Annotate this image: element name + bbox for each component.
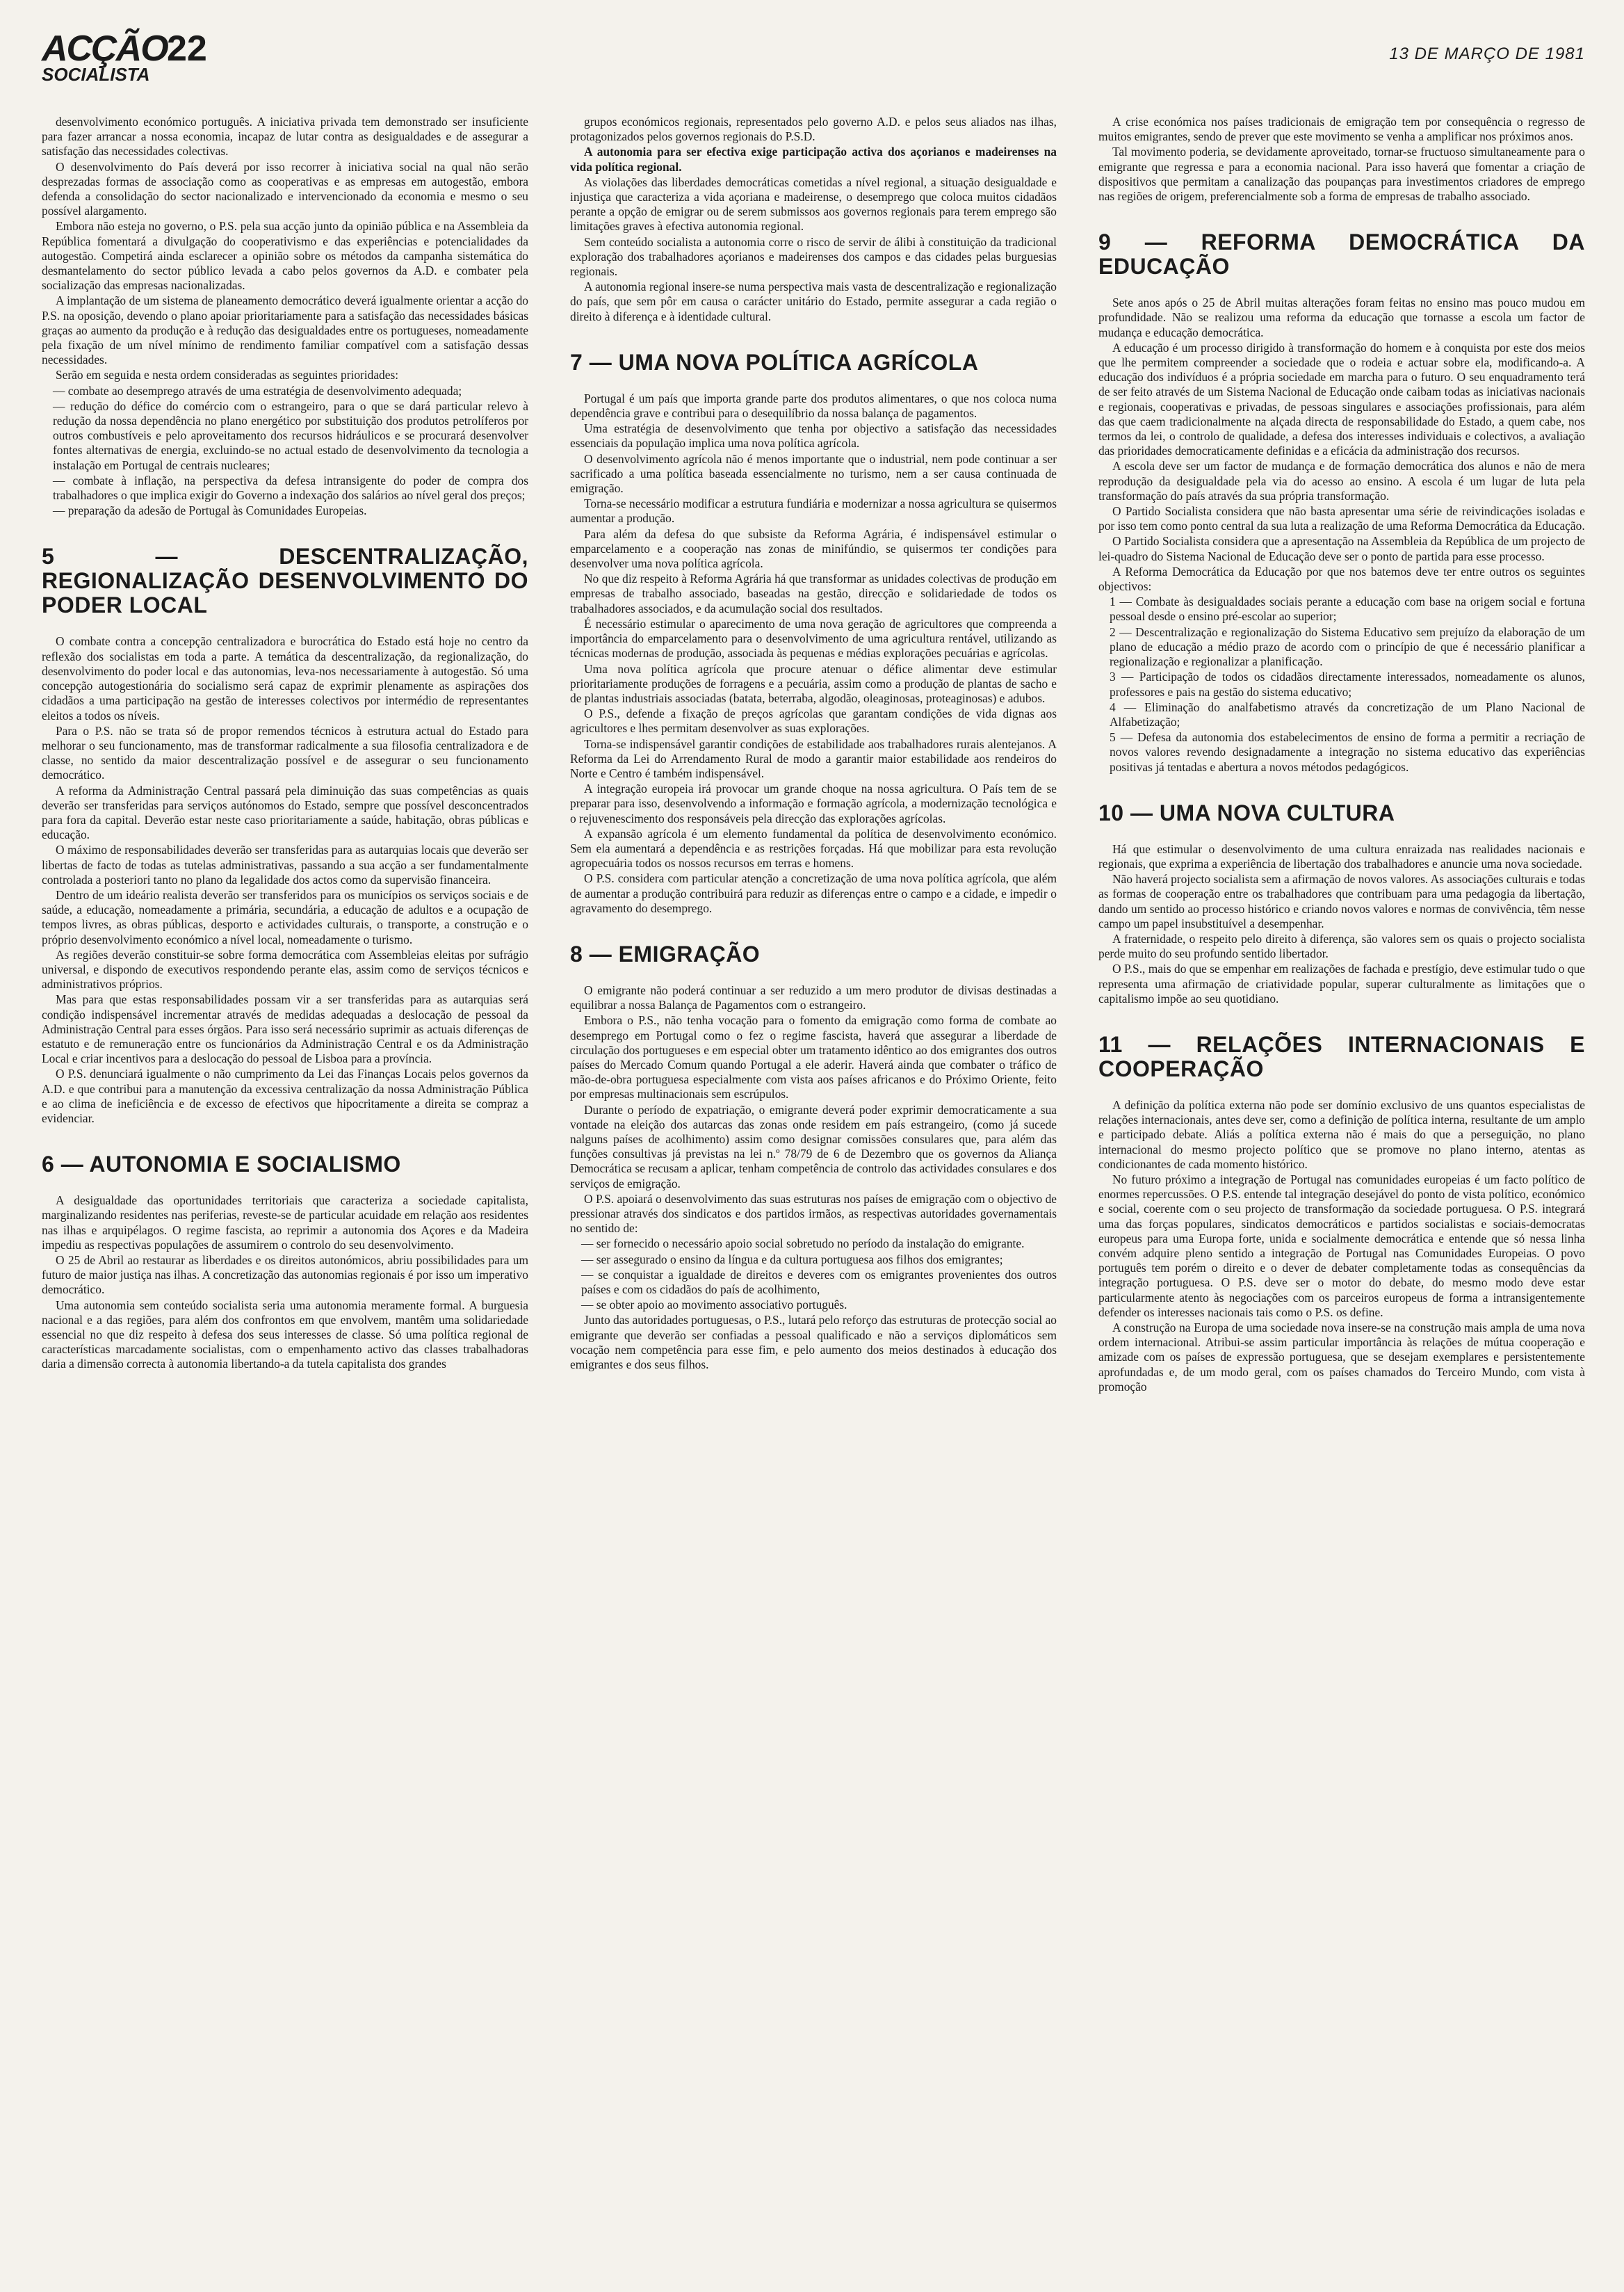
paragraph: O P.S., defende a fixação de preços agrícolas que garantam condições de vida dignas aos agricultores e lhes permitam desenvolver as suas explorações. xyxy=(570,707,1057,736)
paragraph: O P.S. apoiará o desenvolvimento das suas estruturas nos países de emigração com o objectivo de pressionar através dos sindicatos e dos partidos irmãos, as respectivas autoridades governamentais no sentido de: xyxy=(570,1191,1057,1236)
paragraph: As violações das liberdades democráticas cometidas a nível regional, a situação desigualdade e injustiça que caracteriza a vida açoriana e madeirense, o desemprego que coloca muitos cidadãos perante a opção de emigrar ou de serem submissos aos governos regionais para terem emprego são limitações graves à efectiva autonomia regional. xyxy=(570,175,1057,234)
paragraph: Para o P.S. não se trata só de propor remendos técnicos à estrutura actual do Estado para melhorar o seu funcionamento, mas de transformar radicalmente a sua filosofia centralizadora e de classe, no sentido da maior descentralização possível e de assegurar o seu funcionamento democrático. xyxy=(42,723,528,782)
section-heading: 7 — UMA NOVA POLÍTICA AGRÍCOLA xyxy=(570,349,979,375)
paragraph: A fraternidade, o respeito pelo direito à diferença, são valores sem os quais o projecto socialista perde muito do seu profundo sentido libertador. xyxy=(1098,931,1585,961)
list-item: — se conquistar a igualdade de direitos e deveres com os emigrantes provenientes dos outros países e com os cidadãos do país de acolhimento, xyxy=(581,1267,1057,1297)
article-column-3 xyxy=(1098,115,1585,1394)
paragraph: Dentro de um ideário realista deverão ser transferidos para os municípios os serviços sociais e de saúde, a educação, nomeadamente a primária, secundária, a educação de adultos e a ocupação de tempos livres, as obras públicas, desporto e actividades culturais, o transporte, a construção e o próprio desenvolvimento económico a nível local, nomeadamente o turismo. xyxy=(42,887,528,946)
paragraph: O P.S. considera com particular atenção a concretização de uma nova política agrícola, que além de aumentar a produção contribuirá para reduzir as diferenças entre o campo e a cidade, e impedir o agravamento do desemprego. xyxy=(570,871,1057,915)
masthead xyxy=(42,28,1585,104)
list-item: — se obter apoio ao movimento associativo português. xyxy=(581,1298,847,1312)
paragraph: A expansão agrícola é um elemento fundamental da política de desenvolvimento económico. Sem ela aumentará a dependência e as restrições forçadas. Há que mobilizar para esta revolução agropecuária todos os nossos recursos em terras e homens. xyxy=(570,826,1057,871)
paragraph: Há que estimular o desenvolvimento de uma cultura enraizada nas realidades nacionais e regionais, que exprima a experiência de libertação dos trabalhadores e anuncie uma nova sociedade. xyxy=(1098,841,1585,871)
paragraph: Embora o P.S., não tenha vocação para o fomento da emigração como forma de combate ao desemprego em Portugal como o fez o regime fascista, haverá que assegurar a liberdade de circulação dos portugueses e em especial obter um tratamento idêntico ao dos emigrantes dos outros países do Mercado Comum quando Portugal a ele aderir. Haverá ainda que combater o tráfico de mão-de-obra portuguesa especialmente com vista aos países africanos e do Próximo Oriente, feito por empresas multinacionais sem escrúpulos. xyxy=(570,1013,1057,1101)
paragraph: O emigrante não poderá continuar a ser reduzido a um mero produtor de divisas destinadas a equilibrar a nossa Balança de Pagamentos com o estrangeiro. xyxy=(570,983,1057,1012)
list-item: — preparação da adesão de Portugal às Comunidades Europeias. xyxy=(53,503,367,518)
paragraph: O P.S. denunciará igualmente o não cumprimento da Lei das Finanças Locais pelos governos da A.D. e que contribui para a manutenção da excessiva centralização da nossa Administração Pública e ao clima de ineficiência e de excesso de efectivos que hipocritamente a direita se compraz a evidenciar. xyxy=(42,1067,528,1125)
paragraph: Portugal é um país que importa grande parte dos produtos alimentares, o que nos coloca numa dependência grave e contribui para o desequilíbrio da nossa balança de pagamentos. xyxy=(570,391,1057,421)
paragraph: Tal movimento poderia, se devidamente aproveitado, tornar-se fructuoso simultaneamente para o emigrante que regressa e para a economia nacional. Para isso haverá que fomentar a criação de dispositivos que permitam a canalização das poupanças para investimentos criadores de emprego nas regiões de origem, preferencialmente sob a forma de empresas de trabalho associado. xyxy=(1098,145,1585,204)
paragraph: Durante o período de expatriação, o emigrante deverá poder exprimir democraticamente a sua vontade na eleição dos autarcas das zonas onde residem em país estrangeiro, (como já sucede nalguns países de acolhimento) assim como designar comissões consulares que, para além das funções consultivas já previstas na lei n.º 78/79 de 6 de Dezembro que os governos da Aliança Democrática se recusam a aplicar, tenham competência de controlo das actividades consulares e dos serviços de emigração. xyxy=(570,1102,1057,1191)
paragraph: O desenvolvimento do País deverá por isso recorrer à iniciativa social na qual não serão desprezadas formas de associação como as cooperativas e as empresas em autogestão, embora defenda a consolidação do sector nacionalizado e intervencionado da economia e mesmo o seu possível alargamento. xyxy=(42,159,528,218)
paragraph: A educação é um processo dirigido à transformação do homem e à conquista por este dos meios que lhe permitem compreender a sociedade que o rodeia e actuar sobre ela, modificando-a. A educação dos indivíduos é a própria sociedade em marcha para o futuro. O seu enquadramento terá de ser feito através de um Sistema Nacional de Educação onde caibam todas as iniciativas nacionais e regionais, cooperativas e privadas, de pessoas singulares e associações profissionais, para além das que caem tradicionalmente na alçada directa de responsabilidade do Estado, a quem cabe, nos termos da lei, o controlo de qualidade, a defesa dos interesses individuais e colectivos, a avaliação das prioridades democraticamente definidas e a eficácia da administração dos recursos. xyxy=(1098,340,1585,458)
section-heading: 11 — RELAÇÕES INTERNACIONAIS E COOPERAÇÃO xyxy=(1098,1031,1585,1081)
paragraph: Junto das autoridades portuguesas, o P.S., lutará pelo reforço das estruturas de protecção social ao emigrante que deverão ser confiadas a pessoal qualificado e não a serviços diplomáticos sem vocação nem competência para esse fim, e pelo aumento dos meios destinados à educação dos emigrantes e dos seus filhos. xyxy=(570,1313,1057,1372)
logo-sub: SOCIALISTA xyxy=(42,64,150,85)
section-heading: 10 — UMA NOVA CULTURA xyxy=(1098,800,1395,825)
paragraph: É necessário estimular o aparecimento de uma nova geração de agricultores que compreenda a importância do emparcelamento para o desenvolvimento de uma agricultura rentável, utilizando as técnicas modernas de produção, associada às pequenas e médias explorações pecuárias e agrícolas. xyxy=(570,616,1057,661)
list-item: — ser fornecido o necessário apoio social sobretudo no período da instalação do emigrante. xyxy=(581,1236,1025,1251)
paragraph: A autonomia para ser efectiva exige participação activa dos açorianos e madeirenses na vida política regional. xyxy=(570,145,1057,174)
section-heading: 8 — EMIGRAÇÃO xyxy=(570,941,761,967)
article-column-2 xyxy=(570,115,1057,1372)
paragraph: A definição da política externa não pode ser domínio exclusivo de uns quantos especialistas de relações internacionais, antes deve ser, como a definição de política interna, resultante de um amplo e participado debate. Aliás a política externa não é mais do que a perseguição, no plano internacional do mesmo projecto político que se promove no plano interno, atentas as condicionantes de cada momento histórico. xyxy=(1098,1097,1585,1171)
list-item: 3 — Participação de todos os cidadãos directamente interessados, nomeadamente os alunos, professores e pais na gestão do sistema educativo; xyxy=(1110,670,1585,699)
paragraph: Para além da defesa do que subsiste da Reforma Agrária, é indispensável estimular o emparcelamento e a cooperação nas zonas de minifúndio, se quisermos ter condições para desenvolver uma nova política agrícola. xyxy=(570,526,1057,571)
paragraph: Não haverá projecto socialista sem a afirmação de novos valores. As associações culturais e todas as formas de cooperação entre os trabalhadores que contribuam para uma pedagogia da libertação, dando um sentido ao processo histórico e criando novos valores e normas de convivência, têm nesse campo um papel insubstituível a desempenhar. xyxy=(1098,872,1585,930)
paragraph: O Partido Socialista considera que a apresentação na Assembleia da República de um projecto de lei-quadro do Sistema Nacional de Educação deve ser o ponto de partida para esse processo. xyxy=(1098,534,1585,563)
paragraph: Uma nova política agrícola que procure atenuar o défice alimentar deve estimular prioritariamente produções de forragens e a pecuária, assim como a produção de plantas de sacho e de plantas industriais associadas (batata, beterraba, algodão, oleaginosas, proteaginosas) e adubos. xyxy=(570,661,1057,705)
paragraph: A autonomia regional insere-se numa perspectiva mais vasta de descentralização e regionalização do país, que sem pôr em causa o carácter unitário do Estado, permite assegurar a cada região o direito à diferença e à identidade cultural. xyxy=(570,280,1057,323)
paragraph: O 25 de Abril ao restaurar as liberdades e os direitos autonómicos, abriu possibilidades para um futuro de maior justiça nas ilhas. A concretização das autonomias regionais é por isso um imperativo democrático. xyxy=(42,1253,528,1297)
paragraph: A implantação de um sistema de planeamento democrático deverá igualmente orientar a acção do P.S. na oposição, devendo o plano apoiar prioritariamente para a satisfação das necessidades básicas graças ao aumento da produção e à redução das desigualdades entre os portugueses, nomeadamente pela fixação de um nível mínimo de rendimento familiar compatível com a satisfação dessas necessidades. xyxy=(42,293,528,367)
section-heading: 5 — DESCENTRALIZAÇÃO, REGIONALIZAÇÃO DESENVOLVIMENTO DO PODER LOCAL xyxy=(42,544,528,618)
paragraph: A escola deve ser um factor de mudança e de formação democrática dos alunos e não de mera reprodução da desigualdade pela via do acesso ao ensino. A escola é um lugar de luta pela transformação do país através da sua própria transformação. xyxy=(1098,459,1585,503)
paragraph: Torna-se necessário modificar a estrutura fundiária e modernizar a nossa agricultura se quisermos aumentar a produção. xyxy=(570,497,1057,526)
paragraph: Mas para que estas responsabilidades possam vir a ser transferidas para as autarquias será condição indispensável incrementar através de medidas adequadas a deslocação de pessoal da Administração Central para esses órgãos. Para isso será necessário suprimir as actuais diferenças de estatuto e de remuneração entre os funcionários da Administração Central e os da Administração Local e criar incentivos para a deslocação do pessoal de Lisboa para a província. xyxy=(42,992,528,1066)
logo-main: ACÇÃO xyxy=(42,29,168,69)
paragraph: O desenvolvimento agrícola não é menos importante que o industrial, nem pode continuar a ser sacrificado a uma política baseada essencialmente no turismo, nem a ser causa continuada de emigração. xyxy=(570,451,1057,496)
issue-date: 13 DE MARÇO DE 1981 xyxy=(1389,45,1585,63)
list-item: 1 — Combate às desigualdades sociais perante a educação com base na origem social e fortuna pessoal desde o ensino pré-escolar ao superior; xyxy=(1110,595,1585,624)
article-column-1 xyxy=(42,115,528,1372)
paragraph: A construção na Europa de uma sociedade nova insere-se na construção mais ampla de uma nova ordem internacional. Atribui-se assim particular importância às relações de mútua cooperação e amizade com os países de expressão portuguesa, que se desejam exemplares e persistentemente aprofundadas e, de um modo geral, com os países chamados do Terceiro Mundo, com vista à promoção xyxy=(1098,1321,1585,1394)
list-item: — ser assegurado o ensino da língua e da cultura portuguesa aos filhos dos emigrantes; xyxy=(581,1252,1003,1266)
paragraph: A integração europeia irá provocar um grande choque na nossa agricultura. O País tem de se preparar para isso, desenvolvendo a informação e formação agrícola, a modernização tecnológica e o rejuvenescimento dos responsáveis pela direcção das explorações agrícolas. xyxy=(570,782,1057,825)
paragraph: As regiões deverão constituir-se sobre forma democrática com Assembleias eleitas por sufrágio universal, e dispondo de executivos respondendo perante elas, assim como de serviços técnicos e administrativos próprios. xyxy=(42,947,528,992)
paragraph: A desigualdade das oportunidades territoriais que caracteriza a sociedade capitalista, marginalizando residentes nas periferias, reveste-se de particular acuidade em relação aos residentes nas ilhas e arquipélagos. O regime fascista, ao reprimir a autonomia dos Açores e da Madeira impediu as respectivas populações de assumirem o controlo do seu desenvolvimento. xyxy=(42,1193,528,1252)
paragraph: A Reforma Democrática da Educação por que nos batemos deve ter entre outros os seguintes objectivos: xyxy=(1098,564,1585,594)
paragraph: O P.S., mais do que se empenhar em realizações de fachada e prestígio, deve estimular tudo o que representa uma afirmação de criatividade popular, superar culturalmente as limitações que o capitalismo impõe ao seu quotidiano. xyxy=(1098,962,1585,1006)
list-item: — combate ao desemprego através de uma estratégia de desenvolvimento adequada; xyxy=(53,383,462,398)
list-item: — redução do défice do comércio com o estrangeiro, para o que se dará particular relevo à redução da nossa dependência no plano energético por substituição dos produtos petrolíferos por outros combustíveis e pelo aproveitamento dos recursos hidráulicos e se procurará desenvolver fontes alternativas de energia, excluindo-se no actual estado de desenvolvimento da tecnologia a instalação em Portugal de centrais nucleares; xyxy=(53,398,528,472)
section-heading: 6 — AUTONOMIA E SOCIALISMO xyxy=(42,1152,401,1177)
paragraph: No futuro próximo a integração de Portugal nas comunidades europeias é um facto político de enormes repercussões. O P.S. entende tal integração desejável do ponto de vista político, económico e social, coerente com o seu projecto de transformação da sociedade portuguesa. O P.S. integrará uma das forças populares, sindicatos democráticos e partidos socialistas e sociais-democratas europeus para uma Europa forte, unida e socialmente democrática e entende que só nessa linha convém adquire pleno sentido a integração de Portugal nas Comunidades Europeias. O povo português tem porém o direito e o dever de debater completamente todas as consequências da integração portuguesa. O P.S. deve ser o motor do debate, do mesmo modo deve estar particularmente atento às negociações com os parceiros europeus de forma a intransigentemente defender os interesses nacionais tais como o P.S. os define. xyxy=(1098,1172,1585,1319)
paragraph: Uma autonomia sem conteúdo socialista seria uma autonomia meramente formal. A burguesia nacional e a das regiões, para além dos confrontos em que envolvem, mantêm uma solidariedade essencial no que diz respeito à defesa dos seus interesses de classe. Só uma política regional de características marcadamente socialistas, com o empenhamento activo das classes trabalhadoras daria a dimensão correcta à autonomia libertando-a da tutela capitalista dos grandes xyxy=(42,1298,528,1371)
list-item: — combate à inflação, na perspectiva da defesa intransigente do poder de compra dos trabalhadores o que implica exigir do Governo a indexação dos salários ao nível geral dos preços; xyxy=(53,473,528,503)
paragraph: Sem conteúdo socialista a autonomia corre o risco de servir de álibi à constituição da tradicional exploração dos trabalhadores açorianos e madeirenses dos campos e das cidades pelas burguesias regionais. xyxy=(570,234,1057,279)
page-number: 22 xyxy=(167,29,207,69)
paragraph: O máximo de responsabilidades deverão ser transferidas para as autarquias locais que deverão ser libertas de facto de todas as tutelas administrativas, passando a sua acção a ser fundamentalmente controlada a posteriori tanto no plano da legalidade dos actos como da supervisão financeira. xyxy=(42,843,528,887)
paragraph: Torna-se indispensável garantir condições de estabilidade aos trabalhadores rurais alentejanos. A Reforma da Lei do Arrendamento Rural de modo a garantir maior estabilidade aos rendeiros do Norte e Centro é também indispensável. xyxy=(570,736,1057,780)
list-item: 5 — Defesa da autonomia dos estabelecimentos de ensino de forma a permitir a recriação de novos valores revendo designadamente a integração no sistema educativo das experiências positivas já tentadas e abertura a novos métodos pedagógicos. xyxy=(1110,730,1585,774)
paragraph: Sete anos após o 25 de Abril muitas alterações foram feitas no ensino mas pouco mudou em profundidade. Não se realizou uma reforma da educação que tornasse a escola um factor de mudança e educação democrática. xyxy=(1098,296,1585,339)
paragraph: Embora não esteja no governo, o P.S. pela sua acção junto da opinião pública e na Assembleia da República fomentará a divulgação do cooperativismo e das experiências e potencialidades da autogestão. Competirá ainda esclarecer a opinião sobre os métodos da campanha sistemática do desmantelamento do sector público levada a cabo pelos governos da A.D. e combater pela socialização das empresas nacionalizadas. xyxy=(42,219,528,293)
paragraph: O Partido Socialista considera que não basta apresentar uma série de reivindicações isoladas e por isso tem como ponto central da sua luta a realização de uma Reforma Democrática da Educação. xyxy=(1098,504,1585,533)
newspaper-logo xyxy=(42,28,168,86)
list-item: 4 — Eliminação do analfabetismo através da concretização de um Plano Nacional de Alfabetização; xyxy=(1110,700,1585,729)
paragraph: No que diz respeito à Reforma Agrária há que transformar as unidades colectivas de produção em empresas de trabalho associado, baseadas na gestão, direcção e solidariedade de todos os trabalhadores associados, e da acumulação social dos resultados. xyxy=(570,572,1057,615)
paragraph: A crise económica nos países tradicionais de emigração tem por consequência o regresso de muitos emigrantes, sendo de prever que este movimento se venha a amplificar nos próximos anos. xyxy=(1098,115,1585,144)
paragraph: Uma estratégia de desenvolvimento que tenha por objectivo a satisfação das necessidades essenciais da população implica uma nova política agrícola. xyxy=(570,421,1057,451)
paragraph: desenvolvimento económico português. A iniciativa privada tem demonstrado ser insuficiente para fazer arrancar a nossa economia, incapaz de lutar contra as desigualdades e de assegurar a satisfação das necessidades colectivas. xyxy=(42,115,528,159)
list-item: 2 — Descentralização e regionalização do Sistema Educativo sem prejuízo da elaboração de um plano de educação a médio prazo de acordo com o princípio de que é necessário planificar a regionalização e regionalizar a planificação. xyxy=(1110,624,1585,669)
paragraph: Serão em seguida e nesta ordem consideradas as seguintes prioridades: xyxy=(56,368,399,382)
paragraph: grupos económicos regionais, representados pelo governo A.D. e pelos seus aliados nas ilhas, protagonizados pelos governos regionais do P.S.D. xyxy=(570,115,1057,144)
paragraph: O combate contra a concepção centralizadora e burocrática do Estado está hoje no centro da reflexão dos socialistas em toda a parte. A temática da descentralização, da regionalização, do desenvolvimento do poder local e das autonomias, leva-nos necessariamente à autogestão. Só uma concepção autogestionária do socialismo será capaz de exprimir plenamente as aspirações dos cidadãos a uma participação na gestão de interesses colectivos por intermédio de representantes eleitos a todos os níveis. xyxy=(42,634,528,723)
paragraph: A reforma da Administração Central passará pela diminuição das suas competências as quais deverão ser transferidas para serviços autónomos do Estado, sempre que possível desconcentrados para fora da capital. Deverão estar neste caso prioritariamente a saúde, habitação, obras públicas e educação. xyxy=(42,783,528,842)
section-heading: 9 — REFORMA DEMOCRÁTICA DA EDUCAÇÃO xyxy=(1098,229,1585,280)
